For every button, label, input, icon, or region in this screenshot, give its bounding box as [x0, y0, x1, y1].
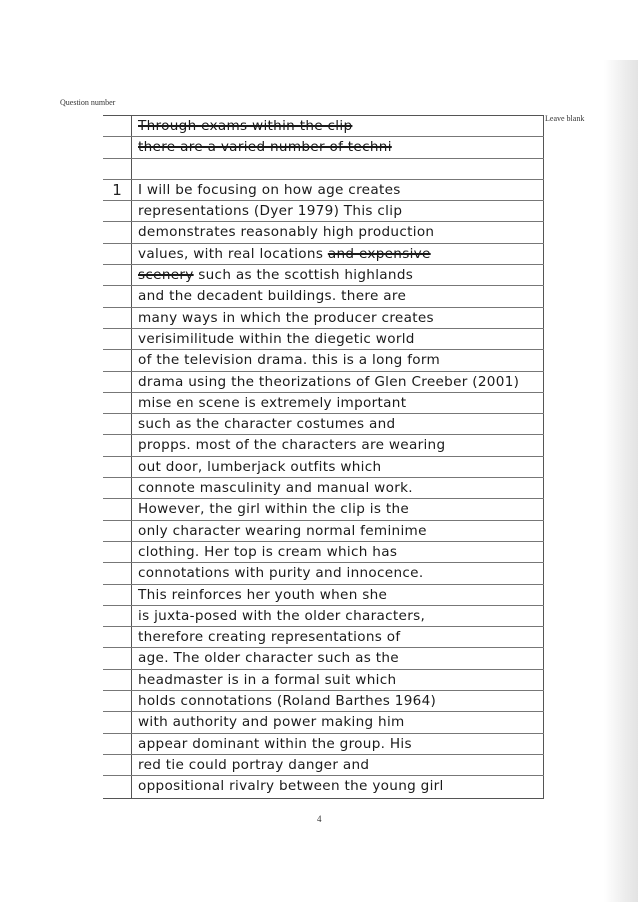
question-number-cell: [103, 606, 132, 626]
answer-line: [103, 116, 544, 137]
text-segment: therefore creating representations of: [138, 629, 401, 646]
answer-line: [103, 286, 544, 307]
handwritten-text: [132, 499, 544, 519]
text-segment: clothing. Her top is cream which has: [138, 543, 398, 560]
question-number-cell: [103, 755, 132, 775]
answer-line: [103, 648, 544, 669]
answer-line: [103, 201, 544, 222]
text-segment: connote masculinity and manual work.: [138, 480, 413, 497]
answer-line: [103, 627, 544, 648]
text-segment: many ways in which the producer creates: [138, 309, 434, 326]
question-number-cell: [103, 222, 132, 242]
text-segment: mise en scene is extremely important: [138, 394, 407, 411]
question-number-cell: [103, 329, 132, 349]
answer-line: [103, 414, 544, 435]
text-segment: drama using the theorizations of Glen Creeber (2001): [138, 373, 520, 390]
answer-line: [103, 350, 544, 371]
answer-line: [103, 691, 544, 712]
answer-line: [103, 478, 544, 499]
question-number-cell: [103, 478, 132, 498]
answer-line: [103, 393, 544, 414]
answer-line: [103, 222, 544, 243]
answer-line: [103, 606, 544, 627]
text-segment: representations (Dyer 1979) This clip: [138, 203, 403, 220]
text-segment: red tie could portray danger and: [138, 756, 370, 773]
question-number-cell: [103, 776, 132, 797]
struck-text: Through exams within the clip: [138, 118, 353, 134]
answer-line: [103, 585, 544, 606]
handwritten-text: [132, 670, 544, 690]
question-number-cell: [103, 137, 132, 157]
handwritten-text: [132, 606, 544, 626]
handwritten-text: [132, 712, 544, 732]
handwritten-text: [132, 222, 544, 242]
handwritten-text: [132, 308, 544, 328]
handwritten-text: [132, 563, 544, 583]
question-number-cell: [103, 372, 132, 392]
text-segment: of the television drama. this is a long form: [138, 352, 441, 369]
text-segment: propps. most of the characters are wearing: [138, 437, 446, 454]
text-segment: oppositional rivalry between the young girl: [138, 778, 444, 795]
answer-line: [103, 755, 544, 776]
text-segment: connotations with purity and innocence.: [138, 565, 424, 582]
answer-line: [103, 372, 544, 393]
text-segment: out door, lumberjack outfits which: [138, 458, 382, 475]
handwritten-text: [132, 585, 544, 605]
answer-line: [103, 670, 544, 691]
question-number-cell: [103, 457, 132, 477]
answer-line: [103, 542, 544, 563]
question-number-cell: [103, 521, 132, 541]
answer-line: [103, 457, 544, 478]
question-number-cell: [103, 670, 132, 690]
handwritten-text: [132, 755, 544, 775]
text-segment: This reinforces her youth when she: [138, 586, 388, 603]
answer-line: [103, 159, 544, 180]
question-number-cell: [103, 585, 132, 605]
text-segment: headmaster is in a formal suit which: [138, 671, 397, 688]
struck-text: scenery: [138, 267, 194, 284]
answer-line: [103, 244, 544, 265]
handwritten-text: [132, 265, 544, 285]
answer-line: [103, 776, 544, 797]
handwritten-text: [132, 691, 544, 711]
answer-line: [103, 265, 544, 286]
text-segment: holds connotations (Roland Barthes 1964): [138, 693, 437, 710]
text-segment: only character wearing normal feminime: [138, 522, 427, 539]
question-number-label: Question number: [60, 98, 116, 107]
handwritten-text: [132, 286, 544, 306]
struck-text: and expensive: [327, 245, 431, 262]
question-number-cell: [103, 627, 132, 647]
handwritten-text: [132, 521, 544, 541]
leave-blank-label: Leave blank: [545, 114, 585, 123]
handwritten-text: [132, 648, 544, 668]
handwritten-text: [132, 435, 544, 455]
answer-line: [103, 308, 544, 329]
question-number-cell: [103, 159, 132, 179]
answer-line: [103, 499, 544, 520]
text-segment: values, with real locations: [138, 245, 328, 262]
handwritten-text: [132, 350, 544, 370]
handwritten-text: [132, 180, 544, 200]
struck-text: there are a varied number of techni: [138, 139, 392, 156]
question-number-cell: [103, 414, 132, 434]
handwritten-text: [132, 734, 544, 754]
question-number-cell: [103, 393, 132, 413]
text-segment: such as the scottish highlands: [193, 267, 414, 284]
question-number-cell: [103, 499, 132, 519]
handwritten-text: [132, 159, 544, 179]
question-number-cell: [103, 308, 132, 328]
question-number-cell: 1: [103, 180, 132, 200]
text-segment: verisimilitude within the diegetic world: [138, 330, 415, 347]
question-number-cell: [103, 563, 132, 583]
text-segment: However, the girl within the clip is the: [138, 501, 410, 518]
question-number-cell: [103, 734, 132, 754]
handwritten-text: [132, 116, 544, 136]
answer-line: [103, 712, 544, 733]
answer-line: [103, 521, 544, 542]
handwritten-text: [132, 414, 544, 434]
text-segment: is juxta-posed with the older characters,: [138, 607, 426, 624]
answer-line: [103, 329, 544, 350]
question-number-cell: [103, 350, 132, 370]
answer-line: [103, 435, 544, 456]
answer-line: [103, 734, 544, 755]
handwritten-text: [132, 201, 544, 221]
question-number-cell: [103, 435, 132, 455]
text-segment: with authority and power making him: [138, 714, 405, 731]
handwritten-text: [132, 627, 544, 647]
handwritten-text: [132, 457, 544, 477]
text-segment: and the decadent buildings. there are: [138, 288, 407, 305]
scan-shadow: [604, 60, 638, 902]
handwritten-text: [132, 542, 544, 562]
handwritten-text: [132, 776, 544, 797]
handwritten-text: [132, 478, 544, 498]
page-number: 4: [317, 814, 322, 824]
text-segment: I will be focusing on how age creates: [138, 181, 401, 198]
handwritten-text: [132, 393, 544, 413]
handwritten-text: [132, 137, 544, 157]
text-segment: demonstrates reasonably high production: [138, 224, 435, 241]
question-number-cell: [103, 265, 132, 285]
question-number-cell: [103, 286, 132, 306]
handwritten-text: [132, 372, 544, 392]
answer-line: [103, 180, 544, 201]
answer-line: [103, 137, 544, 158]
question-number-cell: [103, 691, 132, 711]
question-number-cell: [103, 712, 132, 732]
text-segment: age. The older character such as the: [138, 650, 399, 667]
answer-line: [103, 563, 544, 584]
question-number-cell: [103, 648, 132, 668]
answer-lines: [103, 115, 544, 799]
question-number-cell: [103, 116, 132, 136]
question-number-cell: [103, 244, 132, 264]
question-number-cell: [103, 542, 132, 562]
text-segment: such as the character costumes and: [138, 416, 396, 433]
handwritten-text: [132, 329, 544, 349]
question-number-cell: [103, 201, 132, 221]
text-segment: appear dominant within the group. His: [138, 735, 412, 752]
handwritten-text: [132, 244, 544, 264]
